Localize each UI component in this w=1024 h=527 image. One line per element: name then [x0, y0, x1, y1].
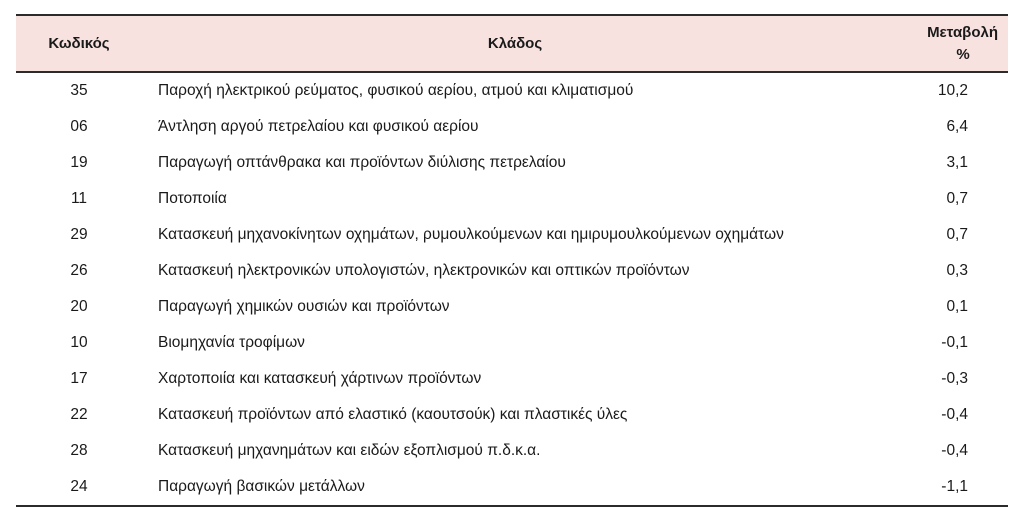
row-code: 35 — [70, 82, 88, 99]
header-change-unit: % — [956, 45, 970, 63]
row-change: 3,1 — [946, 154, 968, 171]
row-code: 26 — [70, 262, 88, 279]
table-row — [16, 217, 1008, 253]
row-change: 10,2 — [937, 82, 968, 99]
header-row — [16, 15, 1008, 72]
row-code: 20 — [70, 298, 88, 315]
row-change: -0,3 — [941, 370, 968, 387]
sector-change-table-wrapper — [16, 14, 1008, 507]
row-change: 0,1 — [946, 298, 968, 315]
row-sector: Παροχή ηλεκτρικού ρεύματος, φυσικού αερίου, ατμού και κλιματισμού — [158, 82, 634, 99]
table-row — [16, 109, 1008, 145]
table-body — [16, 72, 1008, 506]
table-row — [16, 181, 1008, 217]
row-sector: Κατασκευή ηλεκτρονικών υπολογιστών, ηλεκτρονικών και οπτικών προϊόντων — [158, 262, 690, 279]
row-change: -0,4 — [941, 406, 968, 423]
row-sector: Χαρτοποιία και κατασκευή χάρτινων προϊόντων — [158, 370, 482, 387]
row-sector: Κατασκευή μηχανοκίνητων οχημάτων, ρυμουλκούμενων και ημιρυμουλκούμενων οχημάτων — [158, 226, 784, 243]
row-sector: Ποτοποιία — [158, 190, 227, 207]
row-code: 06 — [70, 118, 88, 135]
row-code: 29 — [70, 226, 88, 243]
row-code: 10 — [70, 334, 88, 351]
row-change: -1,1 — [941, 478, 968, 495]
row-change: 0,7 — [946, 226, 968, 243]
row-code: 19 — [70, 154, 88, 171]
row-change: 6,4 — [946, 118, 968, 135]
table-row — [16, 325, 1008, 361]
row-sector: Βιομηχανία τροφίμων — [158, 334, 305, 351]
row-sector: Κατασκευή μηχανημάτων και ειδών εξοπλισμού π.δ.κ.α. — [158, 442, 541, 459]
header-change — [888, 15, 1008, 72]
row-code: 17 — [70, 370, 88, 387]
row-code: 22 — [70, 406, 88, 423]
row-code: 24 — [70, 478, 88, 495]
header-change-label: Μεταβολή — [927, 23, 998, 41]
table-row — [16, 145, 1008, 181]
row-sector: Κατασκευή προϊόντων από ελαστικό (καουτσούκ) και πλαστικές ύλες — [158, 406, 628, 423]
row-sector: Άντληση αργού πετρελαίου και φυσικού αερίου — [158, 118, 479, 135]
row-sector: Παραγωγή οπτάνθρακα και προϊόντων διύλισης πετρελαίου — [158, 154, 566, 171]
table-row — [16, 361, 1008, 397]
table-row — [16, 469, 1008, 506]
row-change: 0,3 — [946, 262, 968, 279]
table-row — [16, 253, 1008, 289]
row-code: 28 — [70, 442, 88, 459]
row-change: -0,1 — [941, 334, 968, 351]
table-row — [16, 397, 1008, 433]
row-sector: Παραγωγή βασικών μετάλλων — [158, 478, 365, 495]
sector-change-table — [16, 14, 1008, 507]
row-sector: Παραγωγή χημικών ουσιών και προϊόντων — [158, 298, 450, 315]
row-change: 0,7 — [946, 190, 968, 207]
table-row — [16, 289, 1008, 325]
table-row — [16, 72, 1008, 109]
row-code: 11 — [70, 190, 88, 207]
table-header — [16, 15, 1008, 72]
table-row — [16, 433, 1008, 469]
row-change: -0,4 — [941, 442, 968, 459]
header-code: Κωδικός — [48, 35, 110, 52]
header-sector: Κλάδος — [487, 35, 543, 52]
